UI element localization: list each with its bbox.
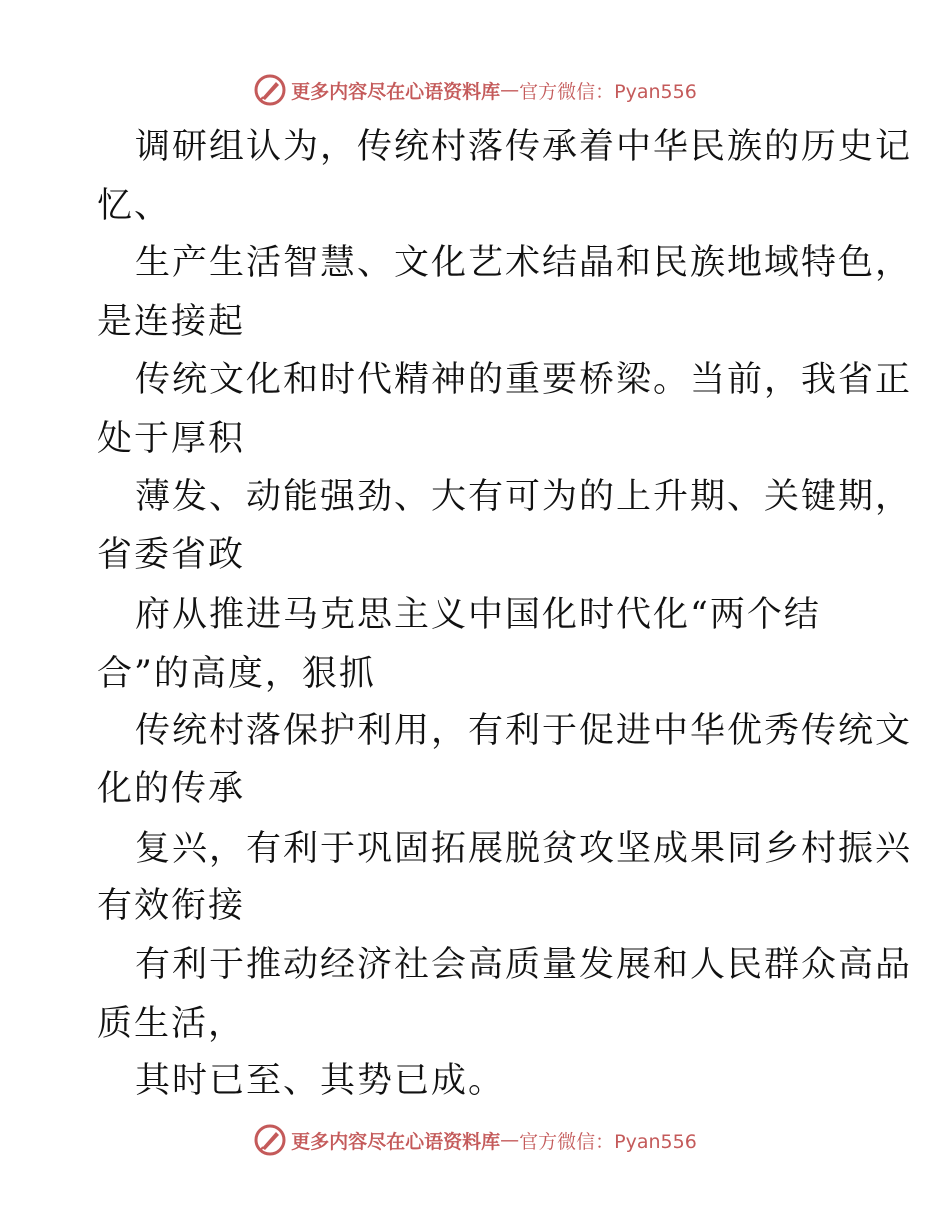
body-line-6: 处于厚积 [97,419,246,459]
quill-logo-icon [253,1123,287,1157]
body-line-12: 化的传承 [97,769,246,809]
body-line-13: 复兴，有利于巩固拓展脱贫攻坚成果同乡村振兴 [135,829,913,869]
header-watermark [0,70,950,110]
body-line-4: 是连接起 [97,302,246,342]
body-line-11: 传统村落保护利用，有利于促进中华优秀传统文 [135,711,913,751]
footer-banner-wechat: 官方微信：Pyan556 [519,1130,697,1153]
body-line-8: 省委省政 [97,535,246,575]
body-line-5: 传统文化和时代精神的重要桥梁。当前，我省正 [135,360,913,400]
body-line-3: 生产生活智慧、文化艺术结晶和民族地域特色， [135,243,913,283]
body-line-15: 有利于推动经济社会高质量发展和人民群众高品 [135,945,913,985]
body-line-9: 府从推进马克思主义中国化时代化“两个结 [135,595,821,635]
body-line-10: 合”的高度，狠抓 [97,654,376,694]
footer-banner-separator: — [500,1129,520,1151]
footer-watermark [0,1120,950,1160]
body-line-14: 有效衔接 [97,886,246,926]
body-line-17: 其时已至、其势已成。 [135,1061,506,1101]
body-line-1: 调研组认为，传统村落传承着中华民族的历史记 [135,127,913,167]
quill-logo-icon [253,73,287,107]
header-banner-separator: — [500,79,520,101]
body-line-2: 忆、 [97,186,172,226]
body-line-16: 质生活， [97,1004,246,1044]
header-banner-wechat: 官方微信：Pyan556 [519,80,697,103]
footer-banner-text: 更多内容尽在心语资料库 [291,1130,501,1153]
body-line-7: 薄发、动能强劲、大有可为的上升期、关键期， [135,477,913,517]
header-banner-text: 更多内容尽在心语资料库 [291,80,501,103]
